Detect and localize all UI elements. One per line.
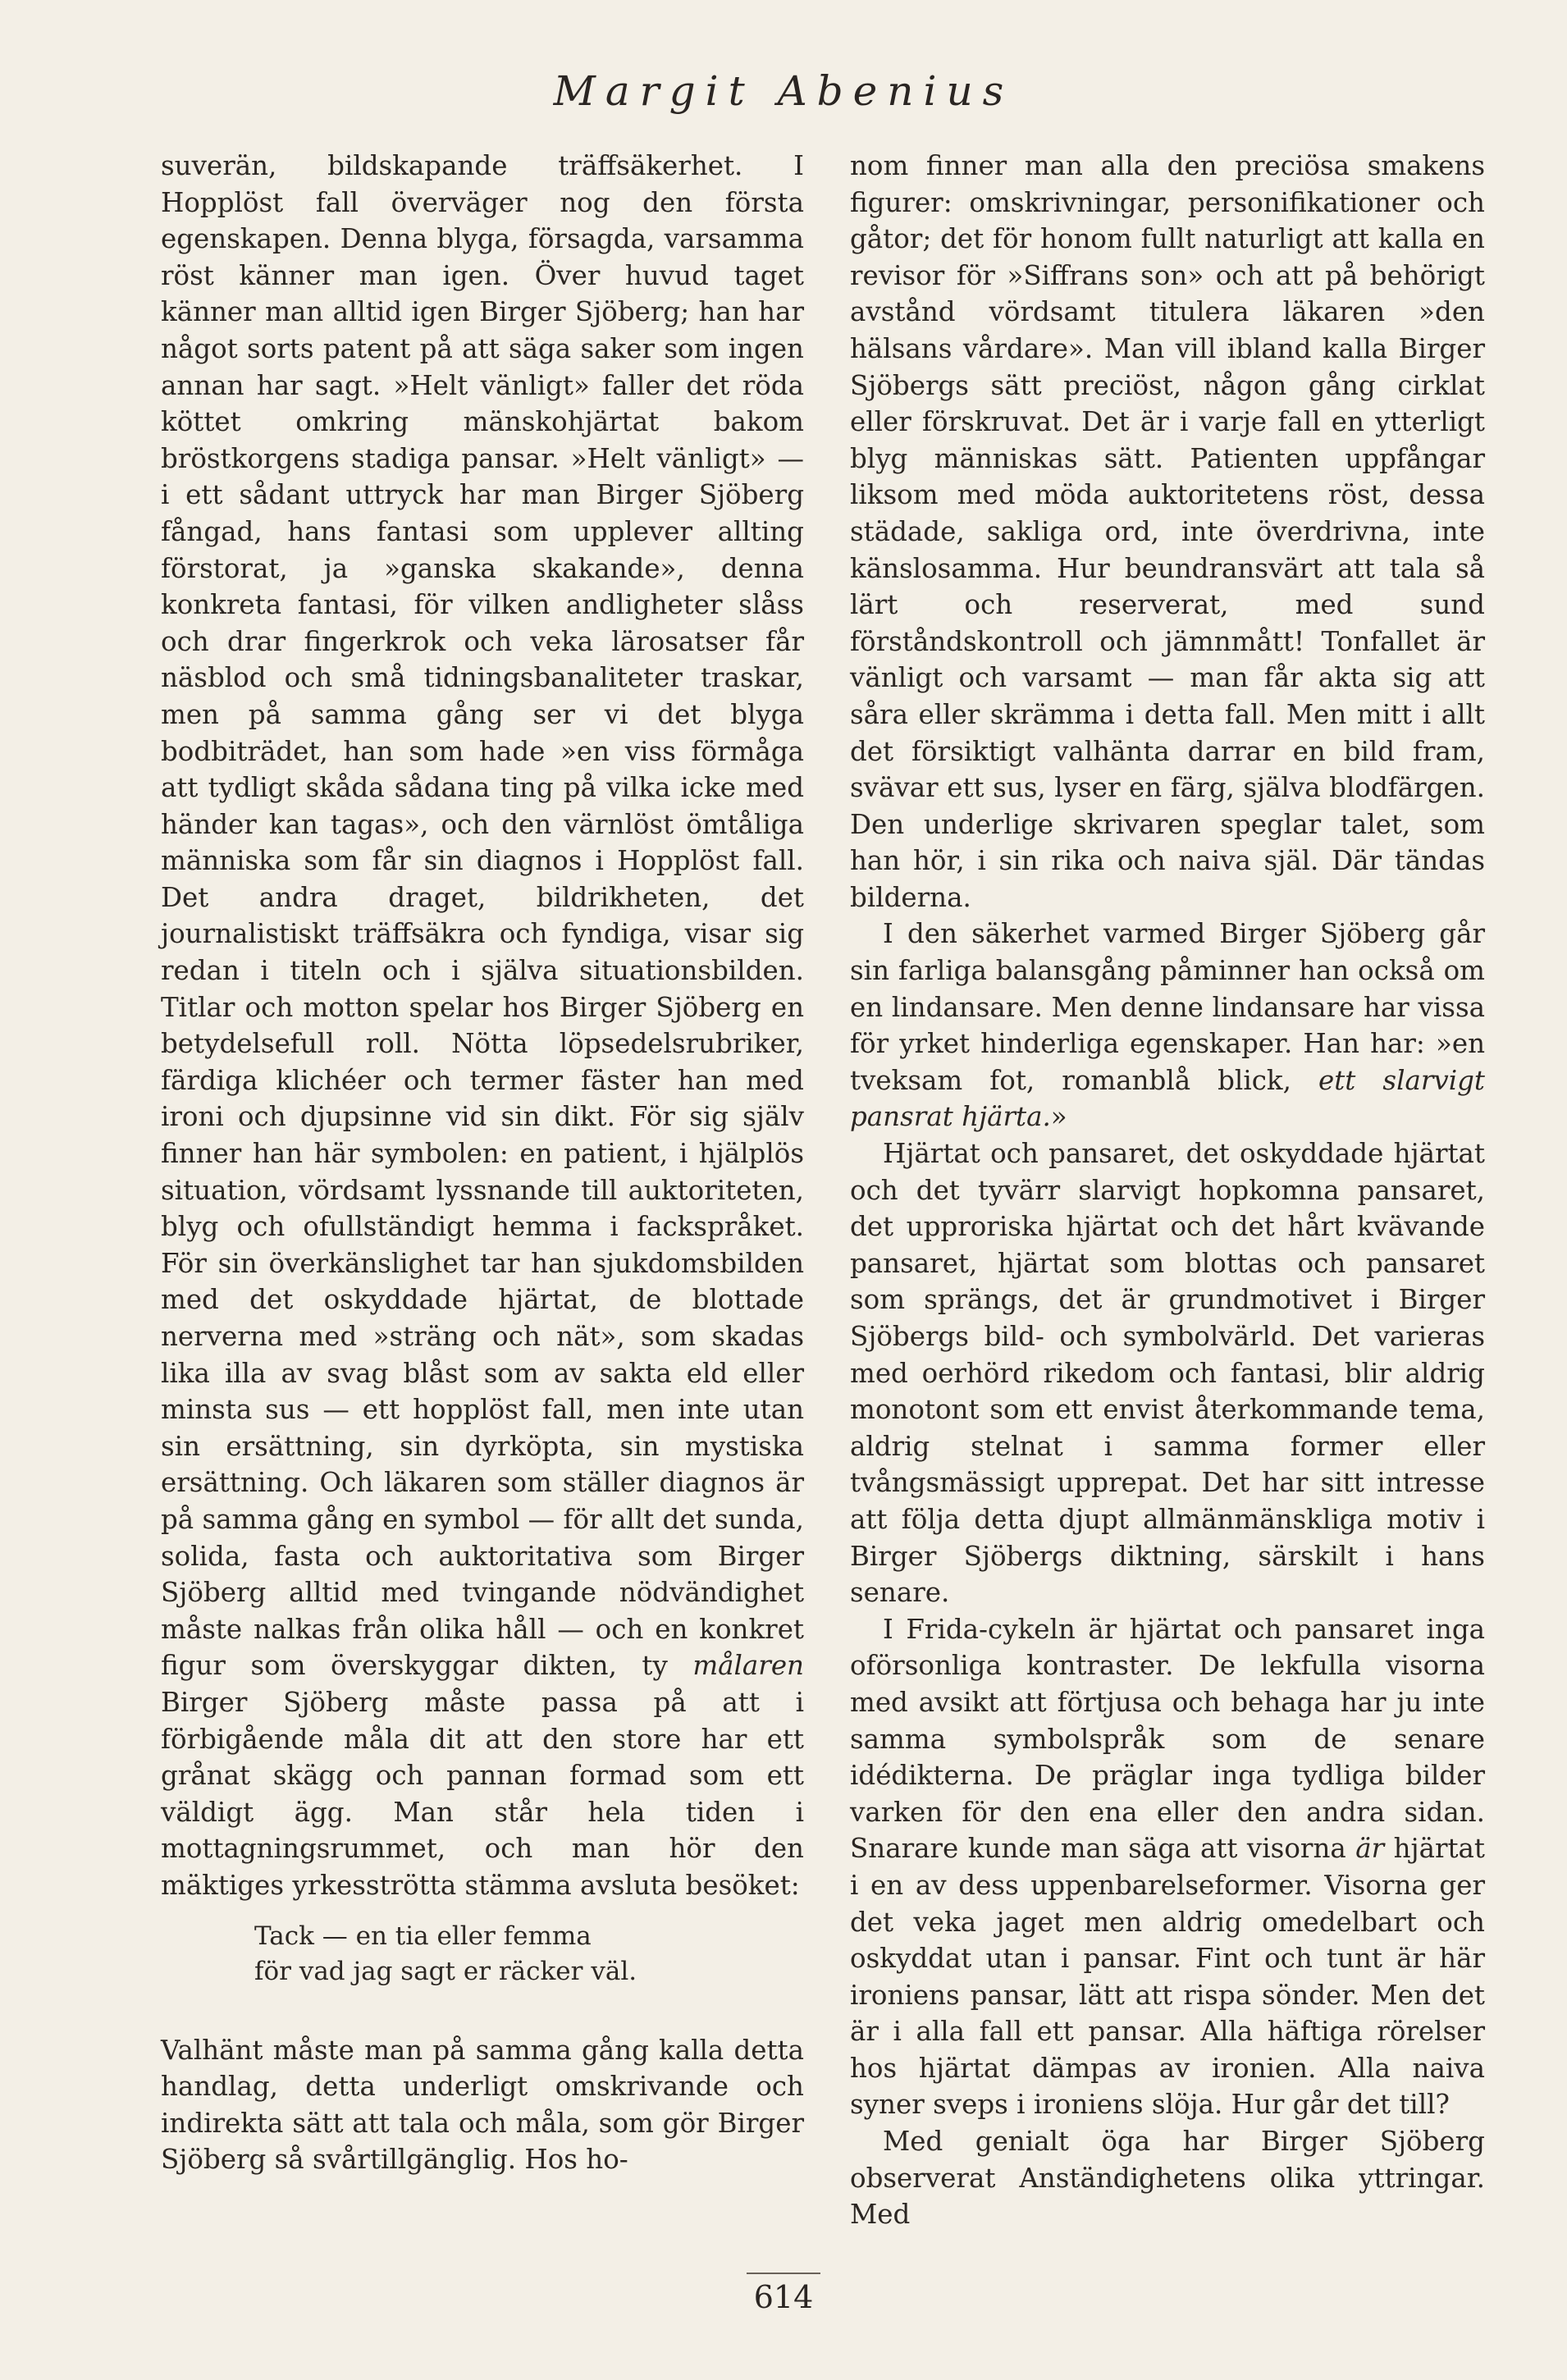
right-paragraph-5: Med genialt öga har Birger Sjöberg observerat Anständighetens olika yttringar. Med	[850, 2126, 1485, 2231]
right-paragraph-1: nom finner man alla den preciösa smakens figurer: omskrivningar, personifikationer och gåtor; det för honom fullt naturligt att kalla en revisor för »Siffrans son» och att på behörigt avstånd vördsamt titulera läkaren »den hälsans vårdare». Man vill ibland kalla Birger Sjöbergs sätt preciöst, någon gång cirklat eller förskruvat. Det är i varje fall en ytterligt blyg människas sätt. Patienten uppfångar liksom med möda auktoritetens röst, dessa städade, sakliga ord, inte överdrivna, inte känslosamma. Hur beundransvärt att tala så lärt och reserverat, med sund förståndskontroll och jämnmått! Tonfallet är vänligt och varsamt — man får akta sig att såra eller skrämma i detta fall. Men mitt i allt det försiktigt valhänta darrar en bild fram, svävar ett sus, lyser en färg, själva blodfärgen. Den underlige skrivaren speglar talet, som han hör, i sin rika och naiva själ. Där tändas bilderna.	[850, 150, 1485, 913]
verse-line-2: för vad jag sagt er räcker väl.	[254, 1956, 637, 1986]
left-column	[161, 148, 804, 2178]
left-p1-italic: målaren	[692, 1650, 804, 1682]
left-paragraph-2: Valhänt måste man på samma gång kalla detta handlag, detta underligt omskrivande och indirekta sätt att tala och måla, som gör Birger Sjöberg så svårtillgänglig. Hos ho-	[161, 2034, 804, 2176]
left-p1-end: Birger Sjöberg måste passa på att i förbigående måla dit att den store har ett grånat skägg och pannan formad som ett väldigt ägg. Man står hela tiden i mottagningsrummet, och man hör den mäktiges yrkesströtta stämma avsluta besöket:	[161, 1686, 804, 1901]
page-number-text: 614	[747, 2273, 820, 2315]
right-p4-italic: är	[1355, 1833, 1385, 1865]
right-paragraph-3: Hjärtat och pansaret, det oskyddade hjärtat och det tyvärr slarvigt hopkomna pansaret, det upproriska hjärtat och det hårt kvävande pansaret, hjärtat som blottas och pansaret som sprängs, det är grundmotivet i Birger Sjöbergs bild- och symbolvärld. Det varieras med oerhörd rikedom och fantasi, blir aldrig monotont som ett envist återkommande tema, aldrig stelnat i samma former eller tvångsmässigt upprepat. Det har sitt intresse att följa detta djupt allmänmänskliga motiv i Birger Sjöbergs diktning, särskilt i hans senare.	[850, 1138, 1485, 1609]
left-paragraph-1	[161, 148, 804, 1904]
page-number	[0, 2273, 1567, 2315]
running-header-author: Margit Abenius	[553, 67, 1014, 115]
right-paragraph-2	[850, 916, 1485, 1135]
verse-quote	[254, 1919, 804, 1989]
right-p4-text: I Frida-cykeln är hjärtat och pansaret inga oförsonliga kontraster. De lekfulla visorna med avsikt att förtjusa och behaga har ju inte samma symbolspråk som de senare idédikterna. De präglar inga tydliga bilder varken för den ena eller den andra sidan. Snarare kunde man säga att visorna	[850, 1613, 1485, 1865]
right-p2-text: I den säkerhet varmed Birger Sjöberg går sin farliga balansgång påminner han också om en lindansare. Men denne lindansare har vissa för yrket hinderliga egenskaper. Han har: »en tveksam fot, romanblå blick,	[850, 918, 1485, 1096]
right-p2-italic: ett slarvigt pansrat hjärta.	[850, 1064, 1485, 1133]
verse-line-1: Tack — en tia eller femma	[254, 1921, 592, 1951]
right-p2-end: »	[1050, 1101, 1067, 1133]
left-p1-text: suverän, bildskapande träffsäkerhet. I Hopplöst fall överväger nog den första egenskapen. Denna blyga, försagda, varsamma röst känner man igen. Över huvud taget känner man alltid igen Birger Sjöberg; han har något sorts patent på att säga saker som ingen annan har sagt. »Helt vänligt» faller det röda köttet omkring mänskohjärtat bakom bröstkorgens stadiga pansar. »Helt vänligt» — i ett sådant uttryck har man Birger Sjöberg fångad, hans fantasi som upplever allting förstorat, ja »ganska skakande», denna konkreta fantasi, för vilken andligheter slåss och drar fingerkrok och veka lärosatser får näsblod och små tidningsbanaliteter traskar, men på samma gång ser vi det blyga bodbiträdet, han som hade »en viss förmåga att tydligt skåda sådana ting på vilka icke med händer kan tagas», och den värnlöst ömtåliga människa som får sin diagnos i Hopplöst fall. Det andra draget, bildrikheten, det journalistiskt träffsäkra och fyndiga, visar sig redan i titeln och i själva situationsbilden. Titlar och motton spelar hos Birger Sjöberg en betydelsefull roll. Nötta löpsedelsrubriker, färdiga klichéer och termer fäster han med ironi och djupsinne vid sin dikt. För sig själv finner han här symbolen: en patient, i hjälplös situation, vördsamt lyssnande till auktoriteten, blyg och ofullständigt hemma i fackspråket. För sin överkänslighet tar han sjukdomsbilden med det oskyddade hjärtat, de blottade nerverna med »sträng och nät», som skadas lika illa av svag blåst som av sakta eld eller minsta sus — ett hopplöst fall, men inte utan sin ersättning, sin dyrköpta, sin mystiska ersättning. Och läkaren som ställer diagnos är på samma gång en symbol — för allt det sunda, solida, fasta och auktoritativa som Birger Sjöberg alltid med tvingande nödvändighet måste nalkas från olika håll — och en konkret figur som överskyggar dikten, ty	[161, 150, 804, 1682]
right-paragraph-4	[850, 1611, 1485, 2123]
right-column	[850, 148, 1485, 2233]
right-p4-end: hjärtat i en av dess uppenbarelseformer. Visorna ger det veka jaget men aldrig omedelbart och oskyddat utan i pansar. Fint och tunt är här ironiens pansar, lätt att rispa sönder. Men det är i alla fall ett pansar. Alla häftiga rörelser hos hjärtat dämpas av ironien. Alla naiva syner sveps i ironiens slöja. Hur går det till?	[850, 1833, 1485, 2121]
